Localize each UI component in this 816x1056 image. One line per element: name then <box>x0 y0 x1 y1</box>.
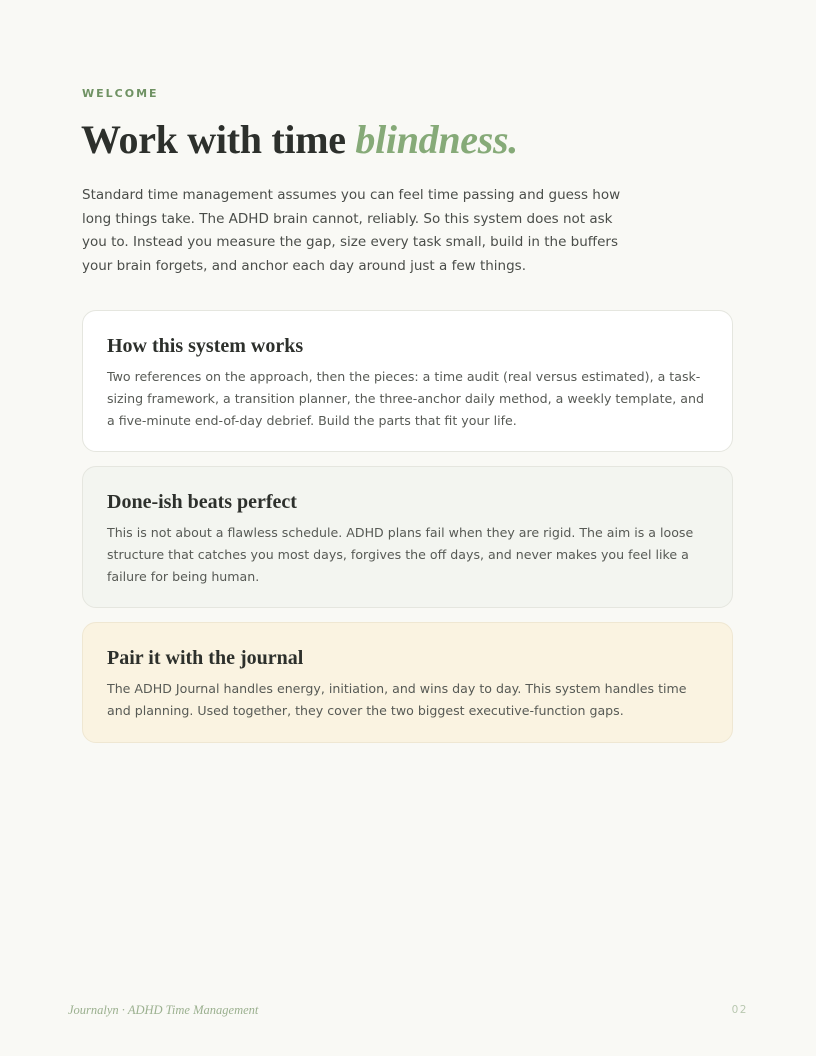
page-title-accent: blindness. <box>355 117 518 162</box>
info-card-journal <box>82 622 733 743</box>
card-body: This is not about a flawless schedule. ADHD plans fail when they are rigid. The aim is a loose structure that catches you most days, forgives the off days, and never makes you feel like a failure for being human. <box>107 525 694 584</box>
info-card-done-ish <box>82 466 733 608</box>
intro-paragraph: Standard time management assumes you can feel time passing and guess how long things take. The ADHD brain cannot, reliably. So this system does not ask you to. Instead you measure the gap, size every task small, build in the buffers your brain forgets, and anchor each day around just a few things. <box>82 187 621 274</box>
footer-brand: Journalyn · ADHD Time Management <box>68 1003 259 1017</box>
card-title: How this system works <box>107 335 304 357</box>
page-title <box>81 116 518 163</box>
card-title: Pair it with the journal <box>107 647 304 669</box>
info-card-how-it-works <box>82 310 733 452</box>
page-title-main: Work with time <box>81 117 346 162</box>
card-body: Two references on the approach, then the pieces: a time audit (real versus estimated), a task-sizing framework, a transition planner, the three-anchor daily method, a weekly template, and a five-minute end-of-day debrief. Build the parts that fit your life. <box>107 369 704 428</box>
footer-page-number: 02 <box>731 1004 748 1016</box>
card-body: The ADHD Journal handles energy, initiation, and wins day to day. This system handles time and planning. Used together, they cover the two biggest executive-function gaps. <box>107 681 687 718</box>
eyebrow-label: WELCOME <box>82 87 159 100</box>
card-title: Done-ish beats perfect <box>107 491 297 513</box>
